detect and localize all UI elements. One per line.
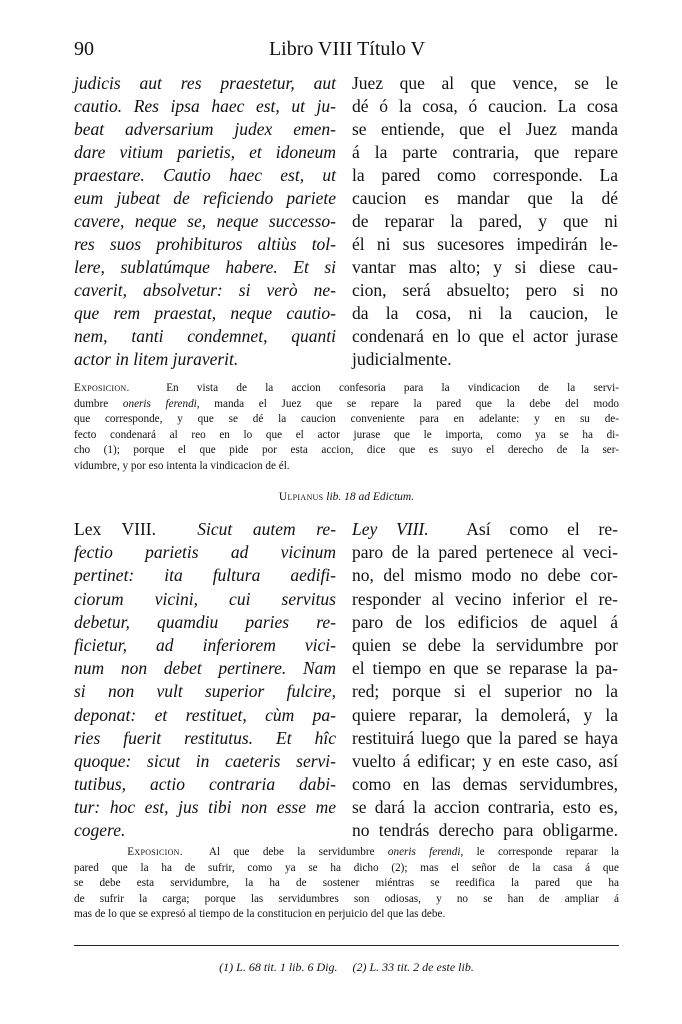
exposicion-label: Exposicion. (127, 846, 183, 858)
spanish-line: no tendrás derecho para obligarme. (352, 820, 618, 841)
latin-line: debetur, quamdiu paries re- (74, 611, 336, 632)
latin-line: quoque: sicut in caeteris servi- (74, 750, 336, 771)
exposicion-text: le corresponde reparar la (476, 846, 619, 858)
source-reference: lib. 18 ad Edictum. (326, 491, 415, 503)
spanish-line: responder al vecino inferior el re- (352, 588, 618, 609)
lex-heading: Lex VIII. (74, 519, 157, 539)
latin-line: ciorum vicini, cui servitus (74, 588, 336, 609)
source-author: Ulpianus (278, 491, 324, 503)
latin-line: nem, tanti condemnet, quanti (74, 326, 336, 346)
exposicion-line: mas de lo que se expresó al tiempo de la constitucion en perjuicio del que las debe. (74, 908, 446, 920)
footnote-2: (2) L. 33 tit. 2 de este lib. (352, 960, 474, 974)
spanish-line: restituirá luego que la pared se haya (352, 727, 618, 748)
latin-column-2 (74, 518, 336, 843)
spanish-line: paro de la pared pertenece al veci- (352, 542, 618, 563)
latin-line: num non debet pertinere. Nam (74, 658, 336, 679)
spanish-line: vantar mas alto; y si diese cau- (352, 257, 618, 277)
exposicion-text: Al que debe la servidumbre (208, 846, 375, 858)
spanish-line: vuelto á edificar; y en este caso, así (352, 750, 618, 771)
spanish-line: dé ó la cosa, ó caucion. La cosa (352, 96, 618, 116)
exposicion-line: que corresponde, y que se dé la caucion conveniente para en adelante: y en su de- (74, 413, 619, 425)
exposicion-italic-term: oneris ferendi, (387, 846, 464, 858)
latin-line: cogere. (74, 820, 126, 841)
latin-line: pertinet: ita fultura aedifi- (74, 565, 336, 586)
latin-line: lere, sublatúmque habere. Et si (74, 257, 336, 277)
footnotes (74, 960, 619, 975)
spanish-line: da la cosa, ni la caucion, le (352, 303, 618, 323)
spanish-line: á la parte contraria, que repare (352, 142, 618, 162)
exposicion-line (74, 397, 619, 413)
latin-line: ficietur, ad inferiorem vici- (74, 634, 336, 655)
latin-line: deponat: et restituet, cùm pa- (74, 704, 336, 725)
latin-line: beat adversarium judex emen- (74, 119, 336, 139)
page-header (74, 38, 620, 66)
latin-line: cavere, neque se, neque successo- (74, 211, 336, 231)
latin-line: dare vitium parietis, et idoneum (74, 142, 336, 162)
spanish-line: condenará en lo que el actor jurase (352, 326, 618, 346)
latin-line: eum jubeat de reficiendo pariete (74, 188, 336, 208)
latin-line: si non vult superior fulcire, (74, 681, 336, 702)
exposicion-line (74, 381, 619, 397)
exposicion-text: manda el Juez que se repare la pared que la debe del modo (214, 397, 620, 410)
spanish-line: él ni sus sucesores impedirán le- (352, 234, 618, 254)
exposicion-line: vidumbre, y por eso intenta la vindicacion de él. (74, 459, 290, 472)
exposicion-line: fecto condenará al reo en lo que el actor jurase que le importa, como ya se ha di- (74, 428, 619, 441)
latin-text: Sicut autem re- (197, 519, 337, 539)
spanish-column-1 (352, 72, 618, 371)
spanish-column-2 (352, 518, 618, 843)
exposicion-text: En vista de la accion confesoria para la vindicacion de la servi- (166, 382, 620, 394)
exposicion-text: dumbre (74, 397, 109, 410)
spanish-line: se entiende, que el Juez manda (352, 119, 618, 139)
spanish-line: la pared como corresponde. La (352, 165, 618, 185)
exposicion-line: se debe esta servidumbre, la ha de sostener miéntras se reedifica la pared que ha (74, 877, 619, 889)
footnote-rule (74, 945, 619, 946)
spanish-line: de reparar la pared, y que ni (352, 211, 618, 231)
spanish-line: quiere reparar, la demolerá, y la (352, 704, 618, 725)
exposicion-line: pared que la ha de sufrir, como ya se ha dicho (2); mas el señor de la casa á que (74, 861, 619, 874)
latin-line: res suos prohibituros altiùs tol- (74, 234, 336, 254)
spanish-line: el tiempo en que se reparase la pa- (352, 658, 618, 679)
running-title: Libro VIII Título V (268, 38, 426, 60)
exposicion-line: cho (1); porque el que pide por esta accion, dice que es suyo el derecho de la ser- (74, 444, 619, 456)
exposicion-note-1 (74, 381, 619, 474)
page-number: 90 (74, 38, 94, 60)
exposicion-note-2 (74, 845, 619, 923)
exposicion-line: de sufrir la carga; porque las servidumbres son odiosas, y no se han de ampliar á (74, 892, 619, 905)
spanish-line: no, del mismo modo no debe cor- (352, 565, 618, 586)
spanish-line (352, 518, 618, 541)
latin-line: ries fuerit restitutus. Et hîc (74, 727, 336, 748)
exposicion-italic-term: oneris ferendi, (122, 397, 200, 410)
latin-line: fectio parietis ad vicinum (74, 542, 336, 563)
spanish-line: Juez que al que vence, se le (352, 73, 618, 93)
exposicion-line (74, 845, 619, 861)
latin-line: tutibus, actio contraria dabi- (74, 774, 336, 795)
latin-line (74, 518, 336, 541)
ley-heading: Ley VIII. (352, 519, 429, 539)
latin-line: que rem praestat, neque cautio- (74, 303, 336, 323)
latin-column-1 (74, 72, 336, 371)
latin-line: caverit, absolvetur: si verò ne- (74, 280, 336, 300)
spanish-line: se dará la accion contraria, esto es, (352, 797, 618, 818)
spanish-line: caucion es mandar que la dé (352, 188, 618, 208)
latin-line: praestare. Cautio haec est, ut (74, 165, 336, 185)
spanish-text: Así como el re- (466, 519, 618, 539)
spanish-line: judicialmente. (352, 349, 452, 369)
footnote-1: (1) L. 68 tit. 1 lib. 6 Dig. (219, 960, 338, 974)
spanish-line: red; porque si el superior no la (352, 681, 618, 702)
latin-line: tur: hoc est, jus tibi non esse me (74, 797, 336, 818)
latin-line: judicis aut res praestetur, aut (74, 73, 336, 93)
spanish-line: como en las demas servidumbres, (352, 774, 618, 795)
exposicion-label: Exposicion. (74, 382, 130, 394)
spanish-line: cion, será absuelto; pero si no (352, 280, 618, 300)
source-citation (74, 491, 619, 503)
spanish-line: quien se debe la servidumbre por (352, 634, 618, 655)
latin-line: actor in litem juraverit. (74, 349, 239, 369)
latin-line: cautio. Res ipsa haec est, ut ju- (74, 96, 336, 116)
spanish-line: paro de los edificios de aquel á (352, 611, 618, 632)
